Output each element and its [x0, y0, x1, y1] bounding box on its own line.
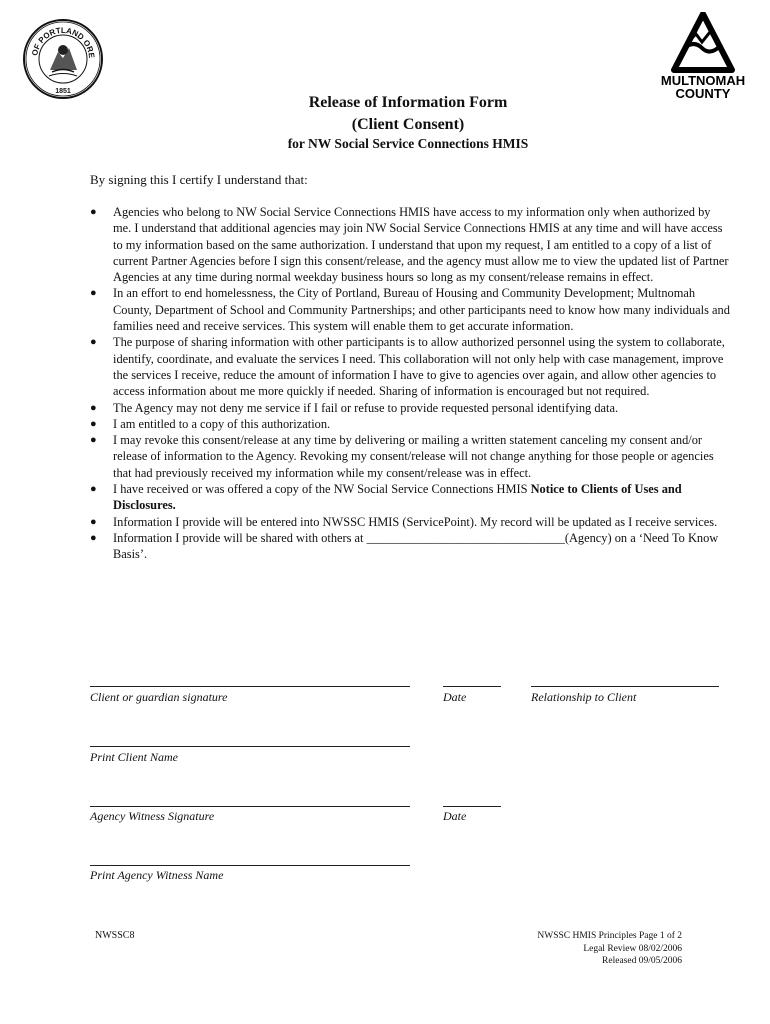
page-subtitle: (Client Consent) [351, 116, 465, 133]
date-line-1[interactable] [443, 686, 501, 687]
program-name: for NW Social Service Connections HMIS [287, 136, 529, 151]
date-label-2: Date [443, 809, 467, 823]
client-signature-line[interactable] [90, 686, 410, 687]
date-label-1: Date [443, 690, 467, 704]
print-client-line[interactable] [90, 746, 410, 747]
footer-info [480, 930, 682, 968]
notice-title: Notice to Clients of Uses and Disclosures. [113, 482, 682, 513]
bullet-icon: ● [90, 336, 97, 349]
org-name-line2: COUNTY [675, 86, 731, 101]
bullet-icon: ● [90, 417, 97, 430]
form-code: NWSSC8 [95, 930, 135, 941]
bullet-icon: ● [90, 401, 97, 414]
city-seal-logo [22, 18, 104, 100]
list-item: ● I am entitled to a copy of this authorization. [90, 416, 331, 431]
list-item: ● Information I provide will be entered into NWSSC HMIS (ServicePoint). My record will be updated as I receive services. [90, 514, 718, 529]
list-item: ● I may revoke this consent/release at any time by delivering or mailing a written statement canceling my consent and/or release of information to the Agency. Revoking my consent/release will not change anything for those people or agencies that had previously received my information while my consent/release was in effect. [90, 433, 714, 480]
seal-year: 1851 [55, 88, 71, 95]
release-date: Released 09/05/2006 [602, 956, 682, 966]
multnomah-county-logo [655, 12, 751, 104]
client-signature-label: Client or guardian signature [90, 690, 228, 704]
witness-signature-label: Agency Witness Signature [90, 809, 215, 823]
print-witness-label: Print Agency Witness Name [90, 868, 224, 882]
org-name-line1: MULTNOMAH [660, 73, 746, 88]
list-item: ● Agencies who belong to NW Social Service Connections HMIS have access to my information only when authorized by me. I understand that additional agencies may join NW Social Service Connections HMIS at any time and will have access to my information based on the same authorization. I understand that upon my request, I am entitled to a copy of a list of current Partner Agencies before I sign this consent/release, and the agency must allow me to view the updated list of Partner Agencies at any time during normal weekday business hours so long as my consent/release remains in effect. [90, 205, 729, 285]
bullet-icon: ● [90, 434, 97, 447]
list-item: ● In an effort to end homelessness, the City of Portland, Bureau of Housing and Community Development; Multnomah County, Department of School and Community Partnerships; and other participants need to know how many individuals and families need and receive services. This system will enable them to get accurate information. [90, 286, 730, 334]
bullet-icon: ● [90, 206, 97, 218]
legal-review: Legal Review 08/02/2006 [583, 943, 682, 954]
consent-list [90, 204, 730, 563]
bullet-icon: ● [90, 531, 97, 544]
print-client-label: Print Client Name [90, 750, 178, 764]
date-line-2[interactable] [443, 806, 501, 807]
page-info: NWSSC HMIS Principles Page 1 of 2 [537, 931, 682, 941]
intro-text: By signing this I certify I understand that: [90, 172, 308, 187]
bullet-icon: ● [90, 287, 97, 300]
witness-signature-line[interactable] [90, 806, 410, 807]
bullet-icon: ● [90, 483, 97, 496]
list-item: ● The purpose of sharing information with other participants is to allow authorized personnel using the system to collaborate, identify, coordinate, and evaluate the services I need. This collaboration will not only help with case management, improve the services I receive, reduce the amount of information I have to give to agencies over again, and allow other agencies to access information about me more quickly if needed. Sharing of information is encouraged but not required. [90, 335, 725, 399]
list-item: ● I have received or was offered a copy of the NW Social Service Connections HMIS Notice to Clients of Uses and Disclosures. [90, 482, 682, 513]
seal-text: OF PORTLAND ORE [30, 25, 97, 59]
relationship-label: Relationship to Client [531, 690, 637, 704]
mountain-icon [668, 12, 738, 74]
page-title: Release of Information Form [308, 94, 508, 111]
list-item: ● Information I provide will be shared with others at ________________________________(Agency) on a ‘Need To Know Basis’. [90, 530, 719, 562]
list-item: ● The Agency may not deny me service if I fail or refuse to provide requested personal identifying data. [90, 400, 619, 415]
bullet-icon: ● [90, 515, 97, 528]
relationship-line[interactable] [531, 686, 719, 687]
print-witness-line[interactable] [90, 865, 410, 866]
